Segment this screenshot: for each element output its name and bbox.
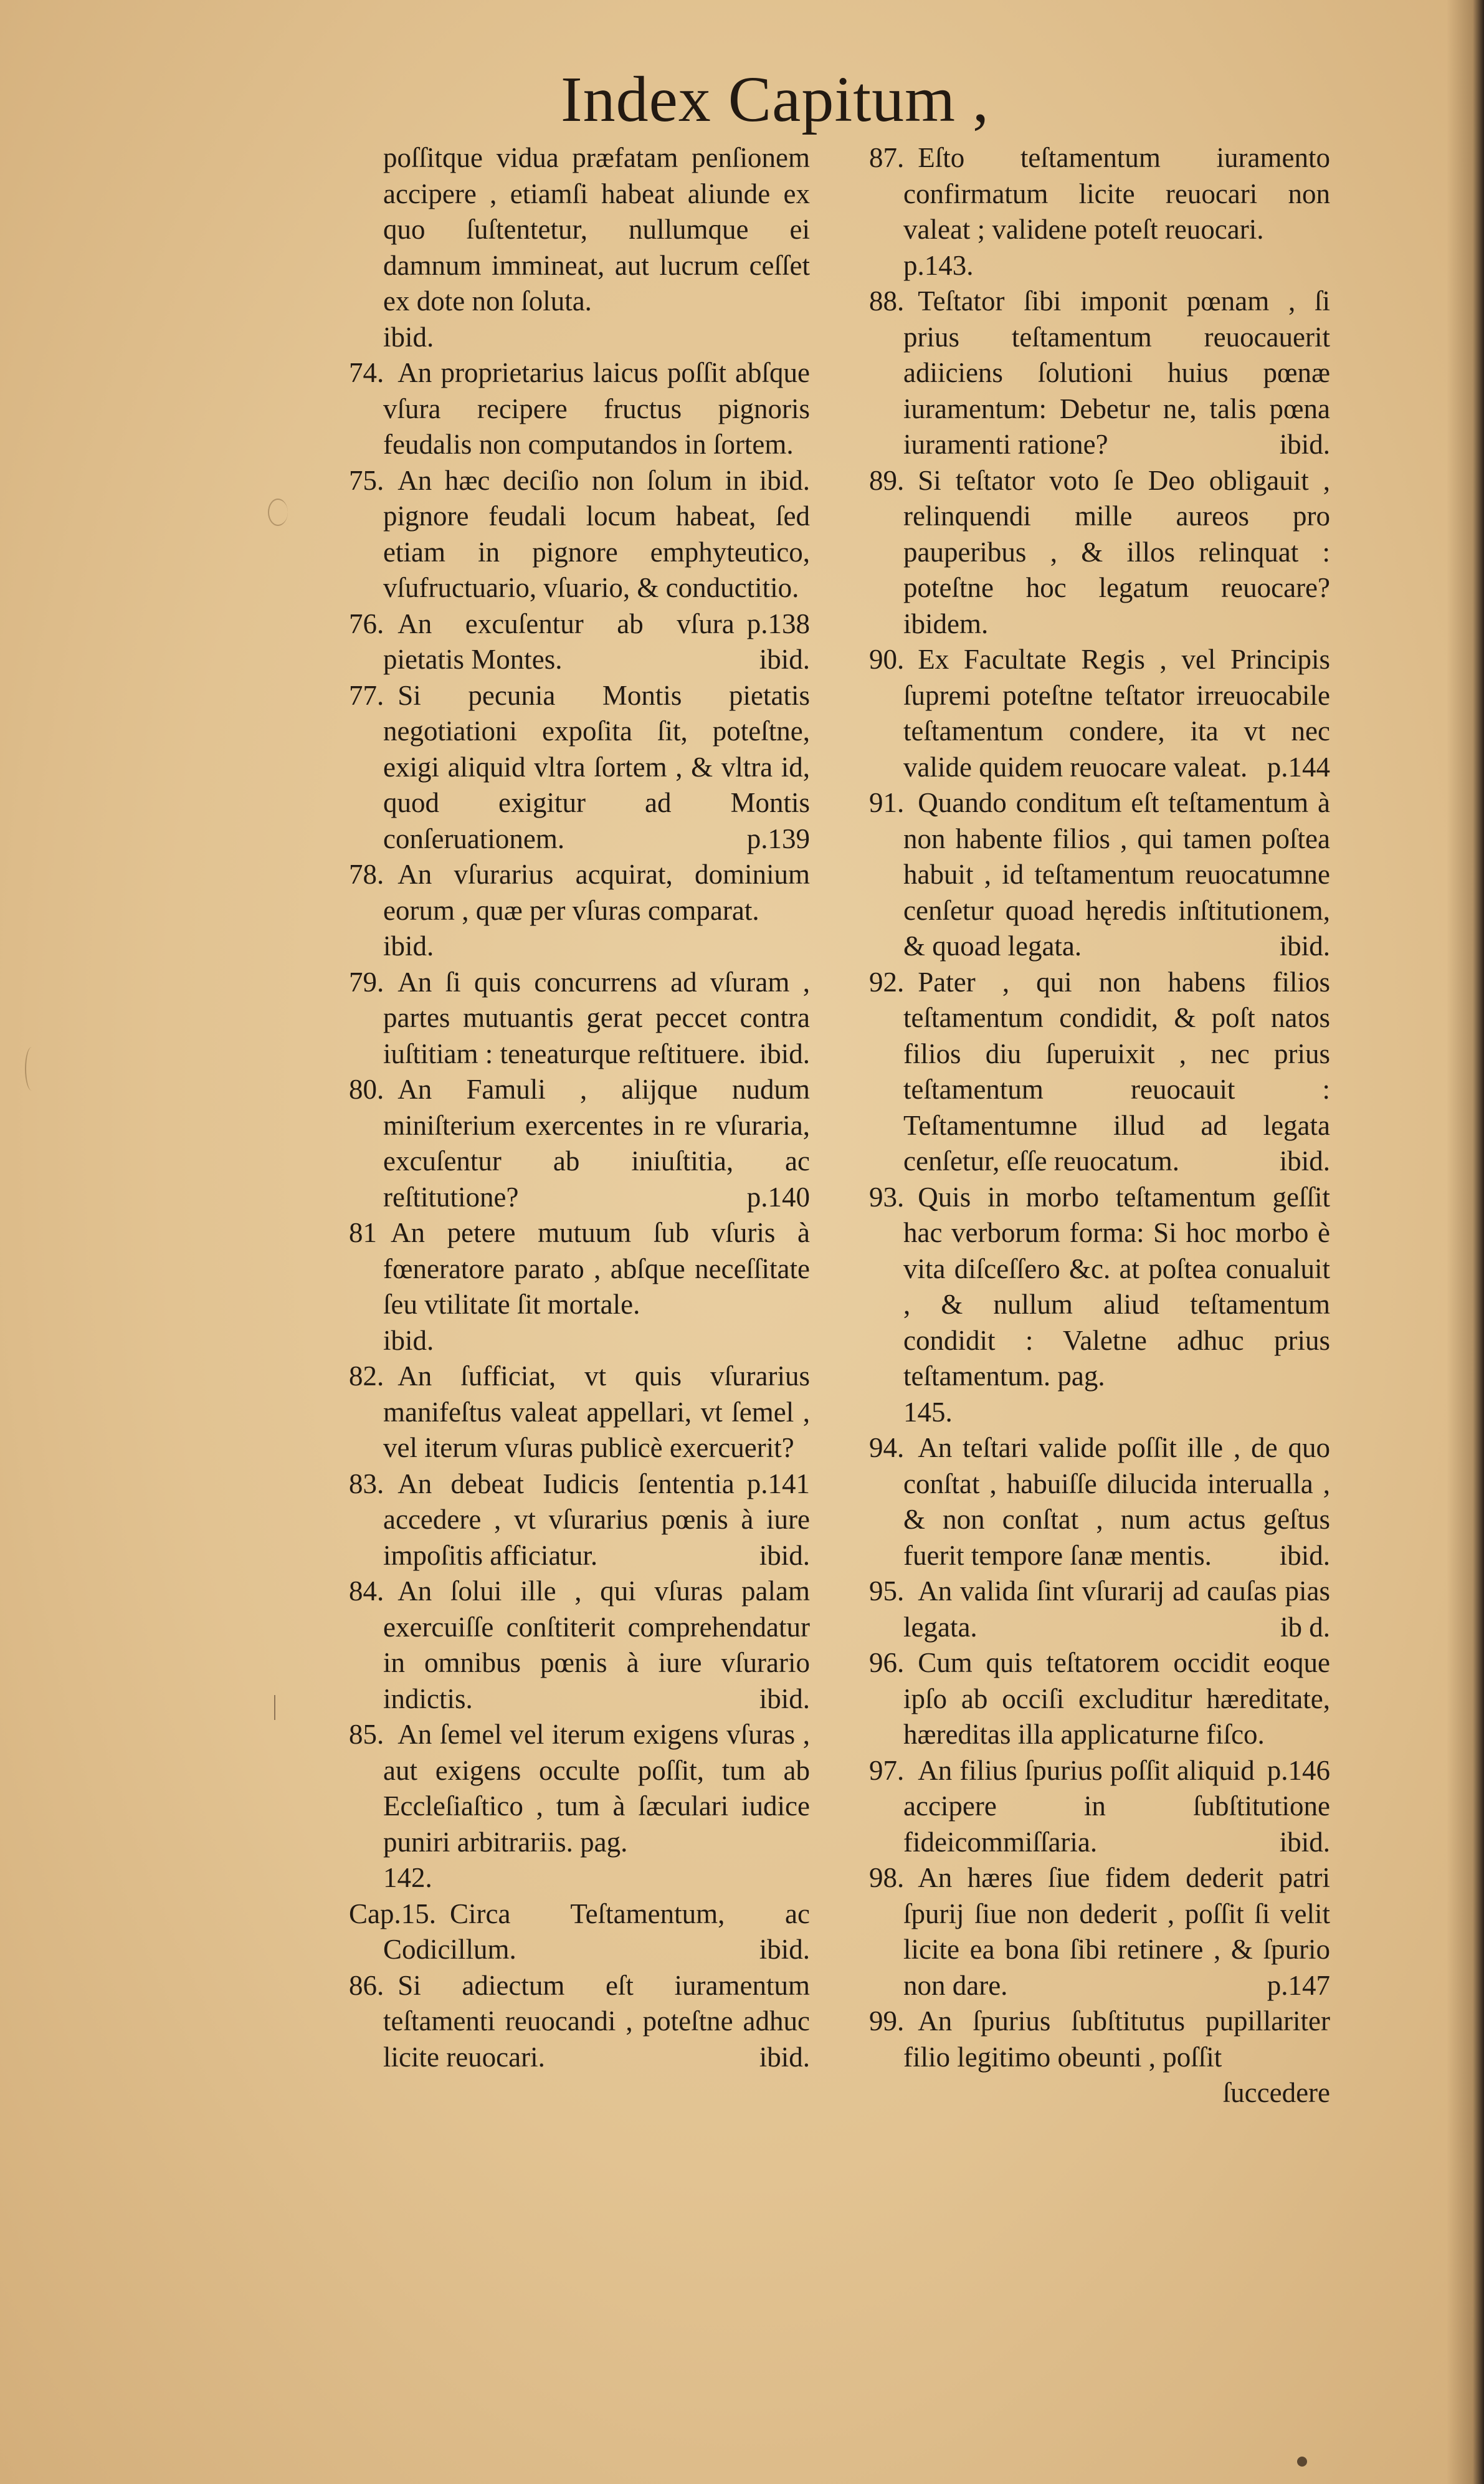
page-reference: ibid. [383,930,434,962]
entry-text: An ſufficiat, vt quis vſurarius manifeſtus valeat appellari, vt ſemel , vel iterum vſuras publicè exercuerit? [383,1360,810,1463]
page-reference: ibid. [383,1324,434,1356]
page-gutter-shadow [1447,0,1484,2484]
entry-text: Cum quis teſtatorem occidit eoque ipſo ab occiſi excluditur hæreditate, hæreditas illa applicaturne fiſco. [903,1647,1330,1750]
index-entry [869,785,1330,965]
entry-number: 84. [349,1575,384,1607]
page-reference: ibid. [1279,930,1330,962]
index-entry [349,1466,810,1574]
entry-number: Cap.15. [349,1898,436,1929]
index-entry [869,140,1330,284]
index-entry [869,642,1330,785]
entry-text: An ſemel vel iterum exigens vſuras , aut exigens occulte poſſit, tum ab Eccleſiaſtico , tum à ſæculari iudice puniri arbitrariis. pag. [383,1719,810,1858]
entry-text: An petere mutuum ſub vſuris à fœneratore parato , abſque neceſſitate ſeu vtilitate ſit mortale. [383,1217,810,1320]
index-entry [349,965,810,1072]
entry-text: An debeat Iudicis ſententia accedere , vt vſurarius pœnis à iure impoſitis afficiatur. [383,1468,810,1571]
page-reference: 145. [903,1396,953,1428]
entry-text: An excuſentur ab vſura pietatis Montes. [383,608,735,675]
entry-text: Teſtator ſibi imponit pœnam , ſi prius teſtamentum reuocauerit adiiciens ſolutioni huius pœnæ iuramentum: Debetur ne, talis pœna iuramenti ratione? [903,285,1330,460]
entry-number: 80. [349,1074,384,1105]
page-reference: ib d. [1280,1611,1330,1643]
index-entry [869,463,1330,642]
index-entry [869,965,1330,1180]
entry-text: poſſitque vidua præfatam penſionem accipere , etiamſi habeat aliunde ex quo ſuſtentetur, nullumque ei damnum immineat, aut lucrum ceſſet ex dote non ſoluta. [383,142,810,317]
entry-number: 95. [869,1575,905,1607]
entry-number: 89. [869,464,905,496]
entry-number: 75. [349,464,384,496]
page-reference: ibid. [759,1539,810,1571]
entry-number: 77. [349,679,384,711]
entry-text: An valida ſint vſurarij ad cauſas pias legata. [903,1575,1330,1643]
entry-text: An ſolui ille , qui vſuras palam exercuiſſe conſtiterit comprehendatur in omnibus pœnis à iure vſurario indictis. [383,1575,810,1714]
page-reference: p.140 [746,1181,810,1213]
ink-mark [25,1047,39,1091]
page-reference: ibid. [1279,1826,1330,1858]
entry-text: An hæc deciſio non ſolum in pignore feudali locum habeat, ſed etiam in pignore emphyteutico, vſufructuario, vſuario, & conductitio. [383,464,810,603]
entry-number: 86. [349,1969,384,2001]
index-entry [869,1180,1330,1431]
entry-text: Ex Facultate Regis , vel Principis ſupremi poteſtne teſtator irreuocabile teſtamentum condere, ita vt nec valide quidem reuocare valeat. [903,644,1330,783]
entry-text: Eſto teſtamentum iuramento confirmatum licite reuocari non valeat ; validene poteſt reuocari. [903,142,1330,245]
index-entry [349,1717,810,1896]
entry-text: An vſurarius acquirat, dominium eorum , quæ per vſuras comparat. [383,859,810,926]
index-entry [349,140,810,355]
entry-number: 79. [349,966,384,998]
entry-number: 82. [349,1360,384,1392]
index-entry [349,857,810,965]
entry-text: Quis in morbo teſtamentum geſſit hac verborum forma: Si hoc morbo è vita diſceſſero &c. at poſtea conualuit , & nullum aliud teſtamentum condidit : Valetne adhuc prius teſtamentum. pag. [903,1181,1330,1392]
page-reference: ibid. [759,1683,810,1714]
page-reference: p.144 [1267,751,1330,783]
entry-text: Si adiectum eſt iuramentum teſtamenti reuocandi , poteſtne adhuc licite reuocari. [383,1969,810,2073]
entry-number: 85. [349,1719,384,1750]
entry-text: An hæres ſiue fidem dederit patri ſpurij ſiue non dederit , poſſit ſi velit licite ea bona ſibi retinere , & ſpurio non dare. [903,1862,1330,2001]
entry-text: An Famuli , alijque nudum miniſterium exercentes in re vſuraria, excuſentur ab iniuſtitia, ac reſtitutione? [383,1074,810,1213]
left-column [349,140,810,2075]
page-reference: 142. [383,1862,432,1893]
entry-number: 83. [349,1468,384,1499]
page-reference: ibid. [759,644,810,675]
page-reference: ibid. [759,2041,810,2073]
page-reference: ibid. [1279,1145,1330,1177]
page-reference: ibid. [1279,429,1330,460]
index-entry [869,1574,1330,1645]
entry-text: An teſtari valide poſſit ille , de quo conſtat , habuiſſe dilucida interualla , & non conſtat , num actus geſtus fuerit tempore ſanæ mentis. [903,1432,1330,1571]
index-entry [869,1860,1330,2004]
entry-number: 91. [869,787,905,818]
entry-text: Circa Teſtamentum, ac Codicillum. [383,1898,810,1965]
entry-number: 94. [869,1432,905,1463]
index-entry [869,2004,1330,2075]
index-entry [869,1430,1330,1574]
entry-number: 90. [869,644,905,675]
entry-text: Pater , qui non habens filios teſtamentum condidit, & poſt natos filios diu ſuperuixit , nec prius teſtamentum reuocauit : Teſtamentumne illud ad legata cenſetur, eſſe reuocatum. [903,966,1330,1177]
entry-number: 93. [869,1181,905,1213]
entry-number: 99. [869,2005,905,2037]
entry-text: Si pecunia Montis pietatis negotiationi expoſita ſit, poteſtne, exigi aliquid vltra ſortem , & vltra id, quod exigitur ad Montis conſeruationem. [383,679,810,854]
entry-number: 78. [349,859,384,890]
entry-text: An ſpurius ſubſtitutus pupillariter filio legitimo obeunti , poſſit [903,2005,1330,2073]
entry-number: 92. [869,966,905,998]
page-reference: p.147 [1267,1969,1330,2001]
index-entry [349,1072,810,1215]
ink-mark [274,1695,282,1720]
page-reference: ibid. [759,1934,810,1965]
entry-number: 87. [869,142,905,173]
page-reference: p.143. [903,249,974,281]
entry-number: 96. [869,1647,905,1678]
entry-text: Si teſtator voto ſe Deo obligauit , relinquendi mille aureos pro pauperibus , & illos relinquat : poteſtne hoc legatum reuocare? ibidem. [903,464,1330,639]
index-entry [349,1896,810,1968]
index-entry [869,284,1330,463]
catchword: ſuccedere [1222,2077,1330,2108]
page-reference: ibid. [1279,1539,1330,1571]
entry-number: 97. [869,1754,905,1786]
entry-text: An filius ſpurius poſſit aliquid accipere in ſubſtitutione fideicommiſſaria. [903,1754,1330,1858]
index-entry [349,1215,810,1359]
entry-number: 88. [869,285,905,317]
entry-number: 98. [869,1862,905,1893]
page-reference: ibid. [759,464,810,496]
entry-text: An ſi quis concurrens ad vſuram , partes mutuantis gerat peccet contra iuſtitiam : teneaturque reſtituere. [383,966,810,1069]
page-reference: p.138 [746,608,810,639]
page-reference: p.141 [746,1468,810,1499]
entry-number: 76. [349,608,384,639]
entry-number: 81 [349,1217,377,1248]
index-entry [349,1574,810,1717]
page-reference: ibid. [383,321,434,353]
entry-text: Quando conditum eſt teſtamentum à non habente filios , qui tamen poſtea habuit , id teſtamentum reuocatumne cenſetur quoad hęredis inſtitutionem, & quoad legata. [903,787,1330,962]
ink-dot [1297,2457,1307,2467]
entry-text: An proprietarius laicus poſſit abſque vſura recipere fructus pignoris feudalis non computandos in ſortem. [383,357,810,460]
index-entry [869,1753,1330,1861]
entry-number: 74. [349,357,384,388]
page-title: Index Capitum , [561,64,990,135]
right-column [869,140,1330,2111]
page-reference: p.146 [1267,1754,1330,1786]
index-entry [349,606,810,678]
page-reference: ibid. [759,1038,810,1069]
index-entry [349,678,810,857]
ink-mark [268,499,288,526]
page-reference: p.139 [746,823,810,854]
index-entry [349,1968,810,2076]
